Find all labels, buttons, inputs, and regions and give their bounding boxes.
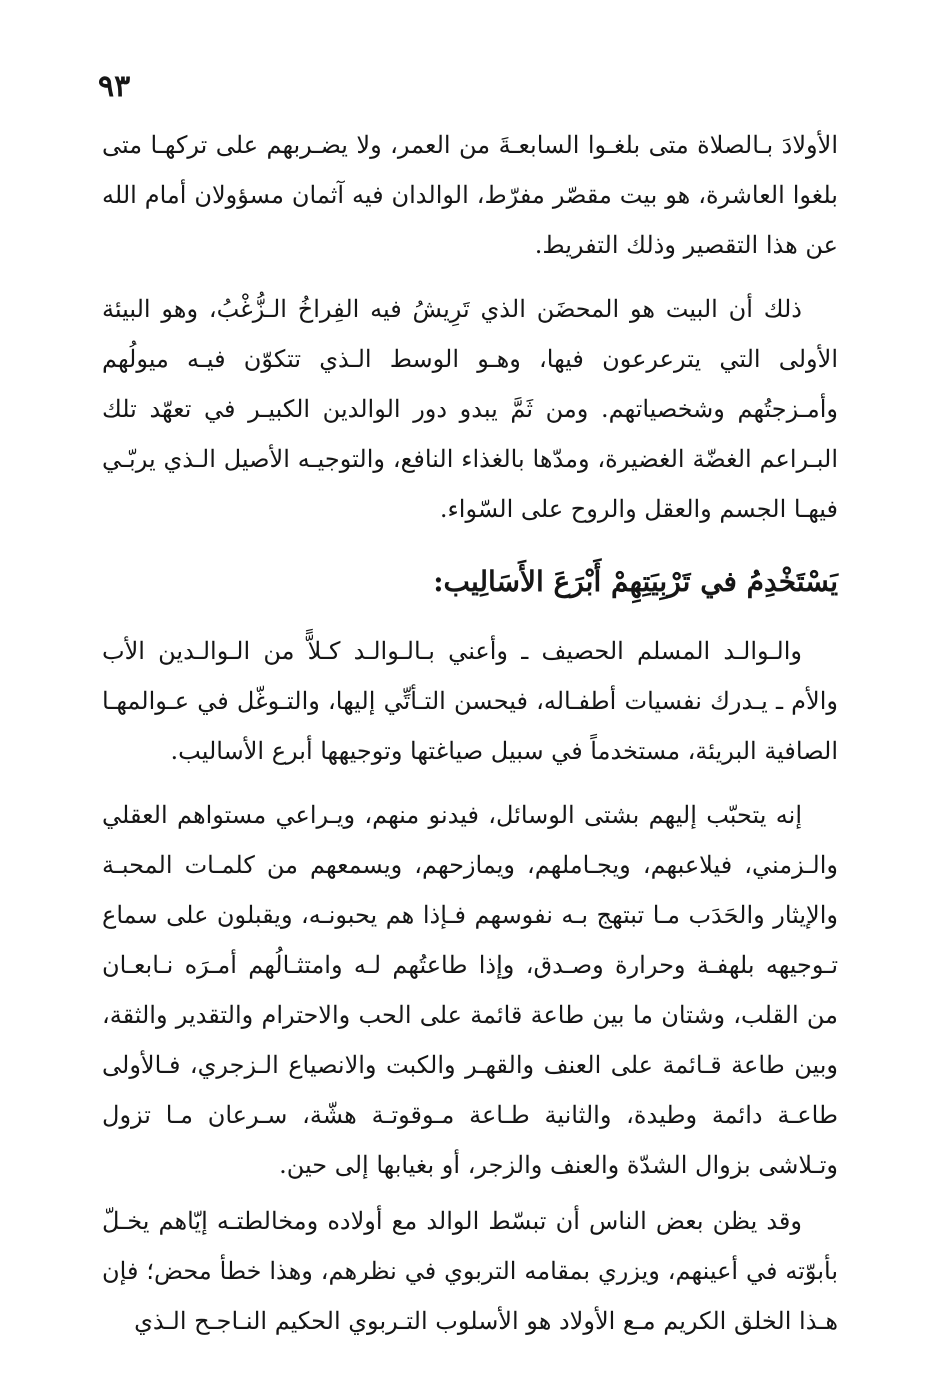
section-heading: يَسْتَخْدِمُ في تَرْبِيَتِهِمْ أَبْرَعَ الأَسَالِيب: <box>433 565 838 598</box>
page-body <box>102 120 838 1346</box>
page-number: ٩٣ <box>98 69 131 104</box>
paragraph-continuation: الأولادَ بـالصلاة متى بلغـوا السابعـةَ من العمر، ولا يضـربهم على تركهـا متى بلغوا العاشرة، هو بيت مقصّر مفرّط، الوالدان فيه آثمان مسؤولان أمام الله عن هذا التقصير وذلك التفريط. <box>102 131 838 259</box>
paragraph-home-role: ذلك أن البيت هو المحضَن الذي تَرِيشُ فيه الفِراخُ الـزُّغْبُ، وهو البيئة الأولى التي يترعرعون فيها، وهـو الوسط الـذي تتكوّن فيـه ميولُهم وأمـزجتُهم وشخصياتهم. ومن ثَمَّ يبدو دور الوالدين الكبيـر في تعهّد تلك البـراعم الغضّة الغضيرة، ومدّها بالغذاء النافع، والتوجيـه الأصيل الـذي يربّـي فيهـا الجسم والعقل والروح على السّواء. <box>102 295 838 523</box>
paragraph-misconception: وقد يظن بعض الناس أن تبسّط الوالد مع أولاده ومخالطتـه إيّاهم يخـلّ بأبوّته في أعينهم، ويزري بمقامه التربوي في نظرهم، وهذا خطأ محض؛ فإن هـذا الخلق الكريم مـع الأولاد هو الأسلوب التـربوي الحكيم النـاجـح الـذي <box>102 1207 838 1335</box>
paragraph-wise-parent: والـوالـد المسلم الحصيف ـ وأعني بـالـوالـد كـلاًّ من الـوالـدين الأب والأم ـ يـدرك نفسيات أطفـاله، فيحسن التـأتِّي إليها، والتـوغّل في عـوالمهـا الصافية البريئة، مستخدماً في سبيل صياغتها وتوجيهها أبرع الأساليب. <box>102 637 838 765</box>
paragraph-affection: إنه يتحبّب إليهم بشتى الوسائل، فيدنو منهم، ويـراعي مستواهم العقلي والـزمني، فيلاعبهم، ويجـاملهم، ويمازحهم، ويسمعهم من كلمـات المحبـة والإيثار والحَدَب مـا تبتهج بـه نفوسهم فـإذا هم يحبونـه، ويقبلون على سماع تـوجيهه بلهفـة وحرارة وصـدق، وإذا طاعتُهم لـه وامتثـالُهم أمـرَه نـابعـان من القلب، وشتان ما بين طاعة قائمة على الحب والاحترام والتقدير والثقة، وبين طاعة قـائمة على العنف والقهـر والكبت والانصياع الـزجري، فـالأولى طاعـة دائمة وطيدة، والثانية طـاعة مـوقوتـة هشّة، سـرعان مـا تزول وتـلاشى بزوال الشدّة والعنف والزجر، أو بغيابها إلى حين. <box>102 801 839 1179</box>
